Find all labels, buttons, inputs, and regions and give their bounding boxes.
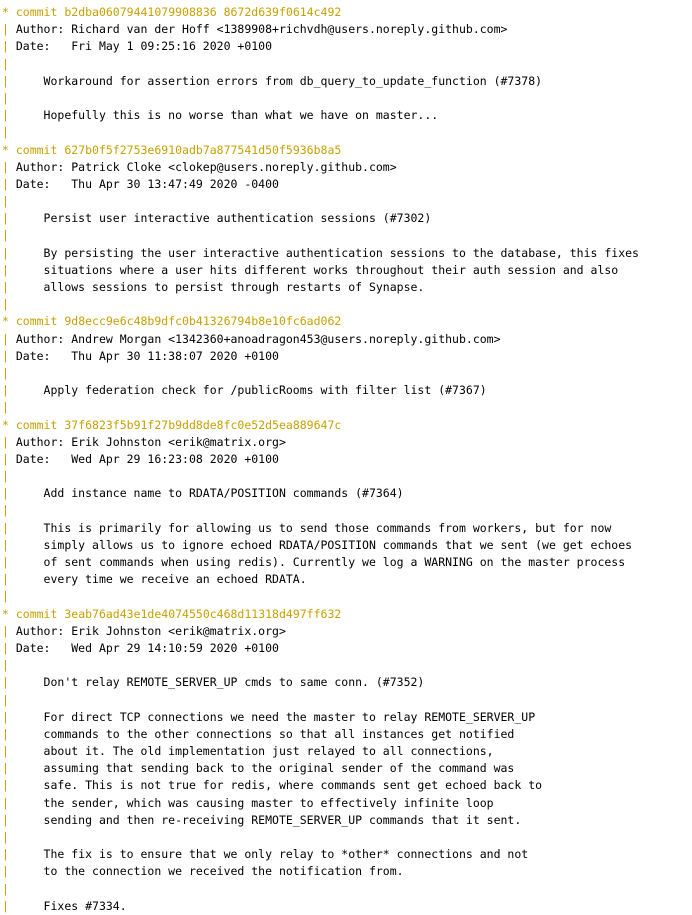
log-line [2,451,692,468]
commit-line [2,4,692,21]
graph-pipe: | [2,537,16,552]
log-line-text: Fixes #7334. [15,898,127,913]
graph-pipe: | [2,400,16,415]
graph-pipe: | [2,469,16,484]
commit-keyword: commit [15,417,58,432]
graph-pipe: | [2,847,16,862]
log-line [2,674,692,691]
log-line [2,520,692,537]
graph-pipe: | [2,881,16,896]
log-line [2,795,692,812]
log-line-text: Date: Thu Apr 30 11:38:07 2020 +0100 [15,348,279,363]
commit-line [2,142,692,159]
log-line-text: Date: Thu Apr 30 13:47:49 2020 -0400 [15,176,279,191]
log-line [2,657,692,674]
log-line [2,124,692,141]
commit-keyword: commit [15,606,58,621]
log-line [2,107,692,124]
log-line-text: situations where a user hits different works throughout their auth session and also [15,262,619,277]
graph-pipe: | [2,262,16,277]
log-line [2,296,692,313]
graph-pipe: | [2,709,16,724]
log-line-text: Date: Fri May 1 09:25:16 2020 +0100 [15,39,273,54]
commit-line [2,313,692,330]
log-line [2,365,692,382]
log-line [2,640,692,657]
log-line-text: Author: Richard van der Hoff <1389908+richvdh@users.noreply.github.com> [15,22,508,37]
graph-pipe: | [2,864,16,879]
graph-pipe: | [2,589,16,604]
graph-pipe: | [2,90,16,105]
graph-pipe: | [2,194,16,209]
log-line [2,90,692,107]
log-line [2,56,692,73]
log-line [2,262,692,279]
log-line [2,399,692,416]
graph-pipe: | [2,726,16,741]
log-line-text: Author: Patrick Cloke <clokep@users.noreply.github.com> [15,159,397,174]
commit-hash: 3eab76ad43e1de4074550c468d11318d497ff632 [64,606,342,621]
log-line [2,210,692,227]
graph-commit-marker: * [2,606,16,621]
log-line [2,279,692,296]
log-line [2,193,692,210]
graph-pipe: | [2,125,16,140]
log-line [2,159,692,176]
log-line-text: about it. The old implementation just relayed to all connections, [15,744,494,759]
log-line [2,623,692,640]
graph-pipe: | [2,297,16,312]
log-line [2,73,692,90]
log-line-text: commands to the other connections so that all instances get notified [15,726,515,741]
log-line-text: By persisting the user interactive authentication sessions to the database, this fixes [15,245,639,260]
log-line [2,588,692,605]
log-line [2,245,692,262]
log-line [2,227,692,244]
log-line-text: Don't relay REMOTE_SERVER_UP cmds to same conn. (#7352) [15,675,425,690]
log-line [2,709,692,726]
graph-pipe: | [2,658,16,673]
graph-commit-marker: * [2,417,16,432]
log-line-text: to the connection we received the notification from. [15,864,404,879]
log-line [2,176,692,193]
graph-pipe: | [2,22,16,37]
graph-commit-marker: * [2,314,16,329]
log-line-text: Date: Wed Apr 29 14:10:59 2020 +0100 [15,640,279,655]
log-line-text: The fix is to ensure that we only relay to *other* connections and not [15,847,529,862]
graph-pipe: | [2,365,16,380]
log-line-text: Hopefully this is no worse than what we have on master... [15,108,439,123]
graph-pipe: | [2,761,16,776]
log-line-text: allows sessions to persist through restarts of Synapse. [15,280,425,294]
graph-commit-marker: * [2,5,16,19]
commit-line [2,417,692,434]
graph-pipe: | [2,211,16,226]
graph-commit-marker: * [2,142,16,157]
log-line [2,348,692,365]
graph-pipe: | [2,675,16,690]
graph-pipe: | [2,623,16,638]
log-line-text: simply allows us to ignore echoed RDATA/POSITION commands that we sent (we get echoes [15,537,633,552]
log-line [2,554,692,571]
graph-pipe: | [2,434,16,449]
graph-pipe: | [2,795,16,810]
graph-pipe: | [2,520,16,535]
commit-hash: 37f6823f5b91f27b9dd8de8fc0e52d5ea889647c [64,417,342,432]
log-line [2,331,692,348]
log-line [2,537,692,554]
log-line [2,743,692,760]
log-line [2,21,692,38]
graph-pipe: | [2,692,16,707]
log-line [2,863,692,880]
graph-pipe: | [2,830,16,844]
log-line-text: Author: Andrew Morgan <1342360+anoadragon453@users.noreply.github.com> [15,331,501,346]
graph-pipe: | [2,383,16,398]
graph-pipe: | [2,245,16,260]
graph-pipe: | [2,39,16,54]
log-line-text: Author: Erik Johnston <erik@matrix.org> [15,623,286,638]
log-line-text: This is primarily for allowing us to send those commands from workers, but for now [15,520,612,535]
log-line-text: Add instance name to RDATA/POSITION commands (#7364) [15,486,404,501]
graph-pipe: | [2,486,16,501]
graph-pipe: | [2,280,16,294]
graph-pipe: | [2,555,16,569]
commit-keyword: commit [15,5,58,19]
log-line [2,692,692,709]
log-line [2,502,692,519]
log-line [2,846,692,863]
log-line-text: sending and then re-receiving REMOTE_SERVER_UP commands that it sent. [15,812,522,827]
commit-hash: 627b0f5f2753e6910adb7a877541d50f5936b8a5 [64,142,342,157]
graph-pipe: | [2,812,16,827]
graph-pipe: | [2,56,16,71]
graph-pipe: | [2,451,16,466]
log-line-text: Author: Erik Johnston <erik@matrix.org> [15,434,286,449]
commit-keyword: commit [15,142,58,157]
graph-pipe: | [2,159,16,174]
graph-pipe: | [2,176,16,191]
graph-pipe: | [2,898,16,913]
log-line-text: Apply federation check for /publicRooms with filter list (#7367) [15,383,487,398]
graph-pipe: | [2,73,16,88]
log-line-text: Persist user interactive authentication sessions (#7302) [15,211,432,226]
log-line [2,485,692,502]
log-line [2,777,692,794]
log-line-text: every time we receive an echoed RDATA. [15,572,307,587]
log-line [2,812,692,829]
log-line [2,829,692,846]
log-line-text: the sender, which was causing master to effectively infinite loop [15,795,494,810]
graph-pipe: | [2,108,16,123]
log-line-text: Workaround for assertion errors from db_query_to_update_function (#7378) [15,73,543,88]
graph-pipe: | [2,744,16,759]
log-line [2,898,692,915]
graph-pipe: | [2,348,16,363]
log-line [2,468,692,485]
graph-pipe: | [2,640,16,655]
commit-line [2,606,692,623]
log-line-text: assuming that sending back to the original sender of the command was [15,761,515,776]
log-line [2,571,692,588]
log-line-text: Date: Wed Apr 29 16:23:08 2020 +0100 [15,451,279,466]
log-line-text: of sent commands when using redis). Currently we log a WARNING on the master process [15,555,626,569]
log-line [2,382,692,399]
commit-hash: b2dba06079441079908836 8672d639f0614c492 [64,5,342,19]
log-line [2,38,692,55]
commit-keyword: commit [15,314,58,329]
graph-pipe: | [2,503,16,518]
graph-pipe: | [2,778,16,793]
log-line-text: For direct TCP connections we need the master to relay REMOTE_SERVER_UP [15,709,536,724]
graph-pipe: | [2,228,16,243]
commit-hash: 9d8ecc9e6c48b9dfc0b41326794b8e10fc6ad062 [64,314,342,329]
graph-pipe: | [2,331,16,346]
log-line [2,881,692,898]
log-line [2,726,692,743]
log-line [2,760,692,777]
log-line [2,434,692,451]
graph-pipe: | [2,572,16,587]
log-line-text: safe. This is not true for redis, where commands sent get echoed back to [15,778,543,793]
